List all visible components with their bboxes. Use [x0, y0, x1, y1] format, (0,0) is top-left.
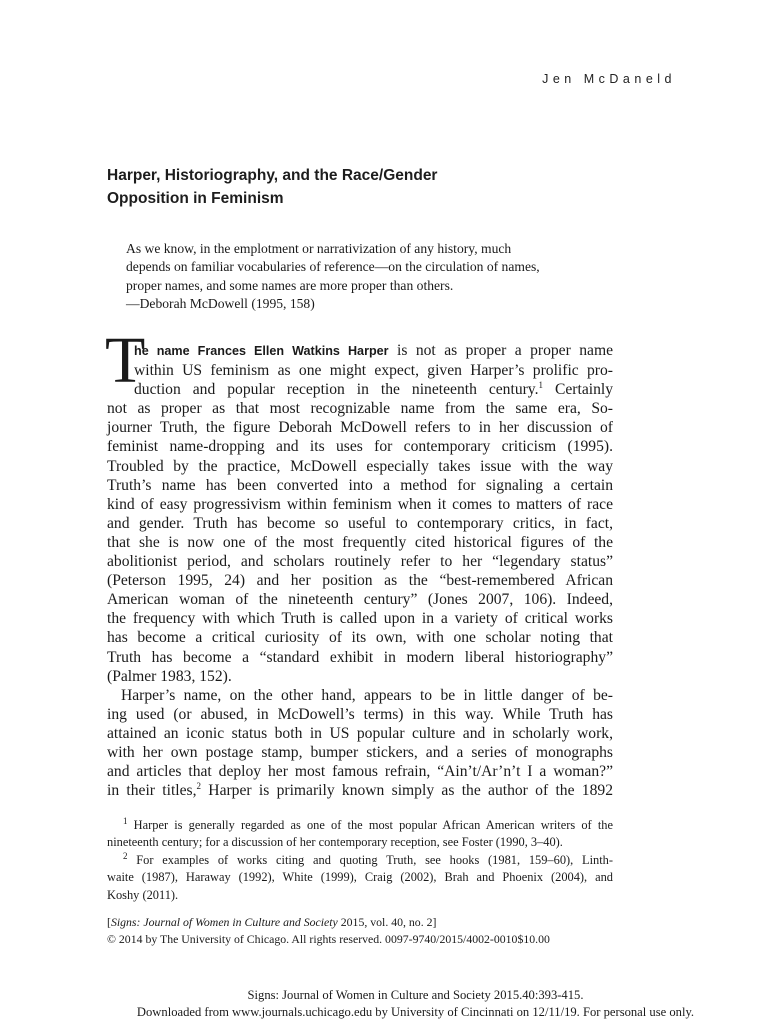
article-title-line: Harper, Historiography, and the Race/Gender	[107, 167, 438, 184]
body-line: abolitionist period, and scholars routinely refer to her “legendary status”	[107, 553, 613, 571]
body-line: with her own postage stamp, bumper stickers, and a series of monographs	[107, 743, 613, 761]
footnote-ref[interactable]: 1	[538, 380, 543, 390]
article-title-line: Opposition in Feminism	[107, 190, 284, 207]
body-line: has become a critical curiosity of its own, with one scholar noting that	[107, 629, 613, 647]
body-line: journer Truth, the figure Deborah McDowell refers to in her discussion of	[107, 419, 613, 437]
footnote-line: nineteenth century; for a discussion of her contemporary reception, see Foster (1990, 3–40).	[107, 835, 563, 850]
journal-citation	[107, 914, 627, 947]
body-line: in their titles,$^2$ Harper is primarily known simply as the author of the 1892	[107, 780, 613, 800]
body-text	[107, 341, 613, 800]
epigraph-line: proper names, and some names are more proper than others.	[126, 277, 454, 293]
running-header-author: Jen McDaneld	[542, 72, 676, 86]
body-line: and articles that deploy her most famous refrain, “Ain’t/Ar’n’t I a woman?”	[107, 763, 613, 781]
epigraph	[126, 240, 646, 314]
body-line: the frequency with which Truth is called upon in a variety of critical works	[107, 610, 613, 628]
body-line: attained an iconic status both in US popular culture and in scholarly work,	[107, 724, 613, 742]
footnote-line: waite (1987), Haraway (1992), White (1999), Craig (2002), Brah and Phoenix (2004), and	[107, 870, 613, 885]
drop-cap: T	[105, 324, 146, 397]
body-line: not as proper as that most recognizable name from the same era, So-	[107, 400, 613, 418]
download-notice-line: Signs: Journal of Women in Culture and Society 2015.40:393-415.	[247, 988, 584, 1002]
body-line: Troubled by the practice, McDowell especially takes issue with the way	[107, 457, 613, 475]
body-line: (Palmer 1983, 152).	[107, 667, 232, 685]
body-line: Harper’s name, on the other hand, appears to be in little danger of be-	[121, 686, 613, 704]
body-line: American woman of the nineteenth century” (Jones 2007, 106). Indeed,	[107, 591, 613, 609]
epigraph-attribution: —Deborah McDowell (1995, 158)	[126, 296, 315, 312]
copyright-line: © 2014 by The University of Chicago. All rights reserved. 0097-9740/2015/4002-0010$10.00	[107, 931, 550, 946]
footnote-number: 2	[123, 850, 128, 861]
body-line: that she is now one of the most frequently cited historical figures of the	[107, 533, 613, 551]
epigraph-line: depends on familiar vocabularies of reference—on the circulation of names,	[126, 259, 540, 275]
footnote-line: $^2$ For examples of works citing and quoting Truth, see hooks (1981, 159–60), Linth-	[123, 850, 613, 867]
footnote-number: 1	[123, 815, 128, 826]
body-line: Truth’s name has been converted into a method for signaling a certain	[107, 476, 613, 494]
download-notice	[0, 987, 768, 1021]
journal-name: Signs: Journal of Women in Culture and Society	[110, 915, 338, 929]
footnote-line: $^1$ Harper is generally regarded as one of the most popular African American writers of the	[123, 815, 613, 832]
article-title	[107, 164, 667, 210]
body-line: within US feminism as one might expect, given Harper’s prolific pro-	[134, 362, 613, 380]
body-line: feminist name-dropping and its uses for contemporary criticism (1995).	[107, 438, 613, 456]
epigraph-line: As we know, in the emplotment or narrativization of any history, much	[126, 241, 512, 256]
body-line: ing used (or abused, in McDowell’s terms) in this way. While Truth has	[107, 705, 613, 723]
citation-line: [Signs: Journal of Women in Culture and Society 2015, vol. 40, no. 2]	[107, 915, 437, 929]
footnote-line: Koshy (2011).	[107, 887, 179, 902]
lead-in: he name Frances Ellen Watkins Harper	[134, 344, 389, 358]
footnote-ref[interactable]: 2	[196, 780, 202, 791]
body-line: duction and popular reception in the nineteenth century.$^1$ Certainly	[134, 380, 613, 399]
body-line: he name Frances Ellen Watkins Harper is not as proper a proper name	[134, 342, 613, 359]
body-line: and gender. Truth has become so useful to contemporary critics, in fact,	[107, 514, 613, 532]
download-notice-line: Downloaded from www.journals.uchicago.edu by University of Cincinnati on 12/11/19. For personal use only.	[136, 1005, 695, 1019]
footnotes	[107, 817, 613, 904]
body-line: Truth has become a “standard exhibit in modern liberal historiography”	[107, 648, 613, 666]
body-line: kind of easy progressivism within feminism when it comes to matters of race	[107, 495, 613, 513]
body-line: (Peterson 1995, 24) and her position as the “best-remembered African	[107, 572, 613, 590]
